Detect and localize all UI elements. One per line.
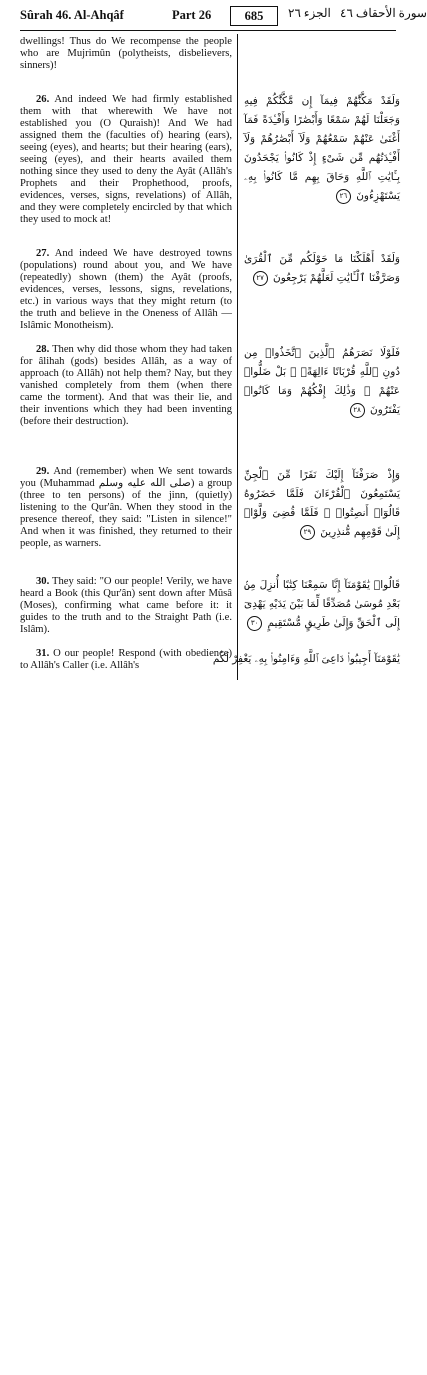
verse-text: O our people! Respond (with obedience) to Allâh's Caller (i.e. Allâh's [20,648,232,671]
surah-title: Sûrah 46. Al-Ahqâf [20,8,124,22]
verse-number: 31. [36,648,50,659]
verse-30 [20,576,232,636]
verse-number: 26. [36,94,50,105]
arabic-verse-text: وَإِذْ صَرَفْنَآ إِلَيْكَ نَفَرًا مِّنَ ٱلْجِنِّ يَسْتَمِعُونَ ٱلْقُرْءَانَ فَلَمَّا حَضَرُوهُ قَالُوٓا۟ أَنصِتُوا۟ ۖ فَلَمَّا قُضِىَ وَلَّوْا۟ إِلَىٰ قَوْمِهِم مُّنذِرِينَ [244,469,400,538]
verse-26 [20,94,232,226]
verse-number: 28. [36,344,50,355]
arabic-verse-text: وَلَقَدْ أَهْلَكْنَا مَا حَوْلَكُم مِّنَ ٱلْقُرَىٰ وَصَرَّفْنَا ٱلْـَٔايَٰتِ لَعَلَّهُمْ يَرْجِعُونَ [244,253,400,284]
arabic-verse-29 [244,466,400,542]
header-rule [20,30,396,31]
verse-27 [20,248,232,332]
ayah-number-marker: ٢٩ [300,525,315,540]
ayah-number-marker: ٣٠ [247,616,262,631]
column-divider [237,34,238,680]
verse-text: dwellings! Thus do We recompense the people who are Mujrimûn (polytheists, disbelievers, sinners)! [20,36,232,71]
verse-number: 27. [36,248,50,259]
arabic-verse-28 [244,344,400,420]
verse-text: And indeed We have destroyed towns (populations) round about you, and We have (repeatedly) shown (them) the Ayât (proofs, evidences, verses, lessons, signs, revelations, etc.) in various ways that they might return (to the truth and believe in the Oneness of Allâh — Islâmic Monotheism). [20,248,232,331]
verse-number: 29. [36,466,50,477]
arabic-verse-text: قَالُوا۟ يَٰقَوْمَنَآ إِنَّا سَمِعْنَا كِتَٰبًا أُنزِلَ مِنۢ بَعْدِ مُوسَىٰ مُصَدِّقًا لِّمَا بَيْنَ يَدَيْهِ يَهْدِىٓ إِلَى ٱلْحَقِّ وَإِلَىٰ طَرِيقٍ مُّسْتَقِيمٍ [244,579,400,629]
verse-number: 30. [36,576,50,587]
arabic-part-label: الجزء ٢٦ [288,6,331,20]
page-header [20,6,427,28]
ayah-number-marker: ٢٨ [350,403,365,418]
arabic-verse-text: وَلَقَدْ مَكَّنَّٰهُمْ فِيمَآ إِن مَّكَّنَّٰكُمْ فِيهِ وَجَعَلْنَا لَهُمْ سَمْعًا وَأَبْصَٰرًا وَأَفْـِٔدَةً فَمَآ أَغْنَىٰ عَنْهُمْ سَمْعُهُمْ وَلَآ أَبْصَٰرُهُمْ وَلَآ أَفْـِٔدَتُهُم مِّن شَىْءٍ إِذْ كَانُوا۟ يَجْحَدُونَ بِـَٔايَٰتِ ٱللَّهِ وَحَاقَ بِهِم مَّا كَانُوا۟ بِهِۦ يَسْتَهْزِءُونَ [244,95,400,202]
verse-text: And indeed We had firmly established them with that wherewith We have not established you (O Quraish)! And We had assigned them the (faculties of) hearing (ears), seeing (eyes), and hearts; but their hearing (ears), seeing (eyes), and their hearts availed them nothing since they used to deny the Ayât (Allâh's Prophets and their Prophethood, proofs, evidences, verses, signs, revelations) of Allâh, and they were completely encircled by that which they used to mock at! [20,94,232,225]
verse-28 [20,344,232,428]
arabic-verse-30 [244,576,400,633]
arabic-verse-text: فَلَوْلَا نَصَرَهُمُ ٱلَّذِينَ ٱتَّخَذُوا۟ مِن دُونِ ٱللَّهِ قُرْبَانًا ءَالِهَةًۢ ۖ بَلْ ضَلُّوا۟ عَنْهُمْ ۚ وَذَٰلِكَ إِفْكُهُمْ وَمَا كَانُوا۟ يَفْتَرُونَ [244,347,400,416]
arabic-verse-text: يَٰقَوْمَنَآ أَجِيبُوا۟ دَاعِىَ ٱللَّهِ وَءَامِنُوا۟ بِهِۦ يَغْفِرْ لَكُم [212,653,400,665]
page-number: 685 [230,6,278,26]
verse-25-continuation [20,36,232,72]
verse-text: Then why did those whom they had taken for âlihah (gods) besides Allâh, as a way of approach (to Allâh) not help them? Nay, but they vanished completely from them (when there came the torment). And that was their lie, and their inventions which they had been inventing (before their destruction). [20,344,232,427]
part-label: Part 26 [172,8,212,22]
ayah-number-marker: ٢٦ [336,189,351,204]
ayah-number-marker: ٢٧ [253,271,268,286]
verse-text: They said: "O our people! Verily, we have heard a Book (this Qur'ân) sent down after Mûsâ (Moses), confirming what came before it: it guides to the truth and to the Straight Path (i.e. Islâm). [20,576,232,635]
arabic-verse-27 [244,250,400,288]
verse-29 [20,466,232,550]
verse-31 [20,648,232,672]
verse-text: And (remember) when We sent towards you (Muhammad صلى الله عليه وسلم) a group (three to ten persons) of the jinn, (quietly) listening to the Qur'ân. When they stood in the presence thereof, they said: "Listen in silence!" And when it was finished, they returned to their people, as warners. [20,466,232,549]
arabic-verse-26 [244,92,400,206]
arabic-verse-31 [212,650,400,669]
arabic-surah-title: سورة الأحقاف ٤٦ [340,6,427,20]
